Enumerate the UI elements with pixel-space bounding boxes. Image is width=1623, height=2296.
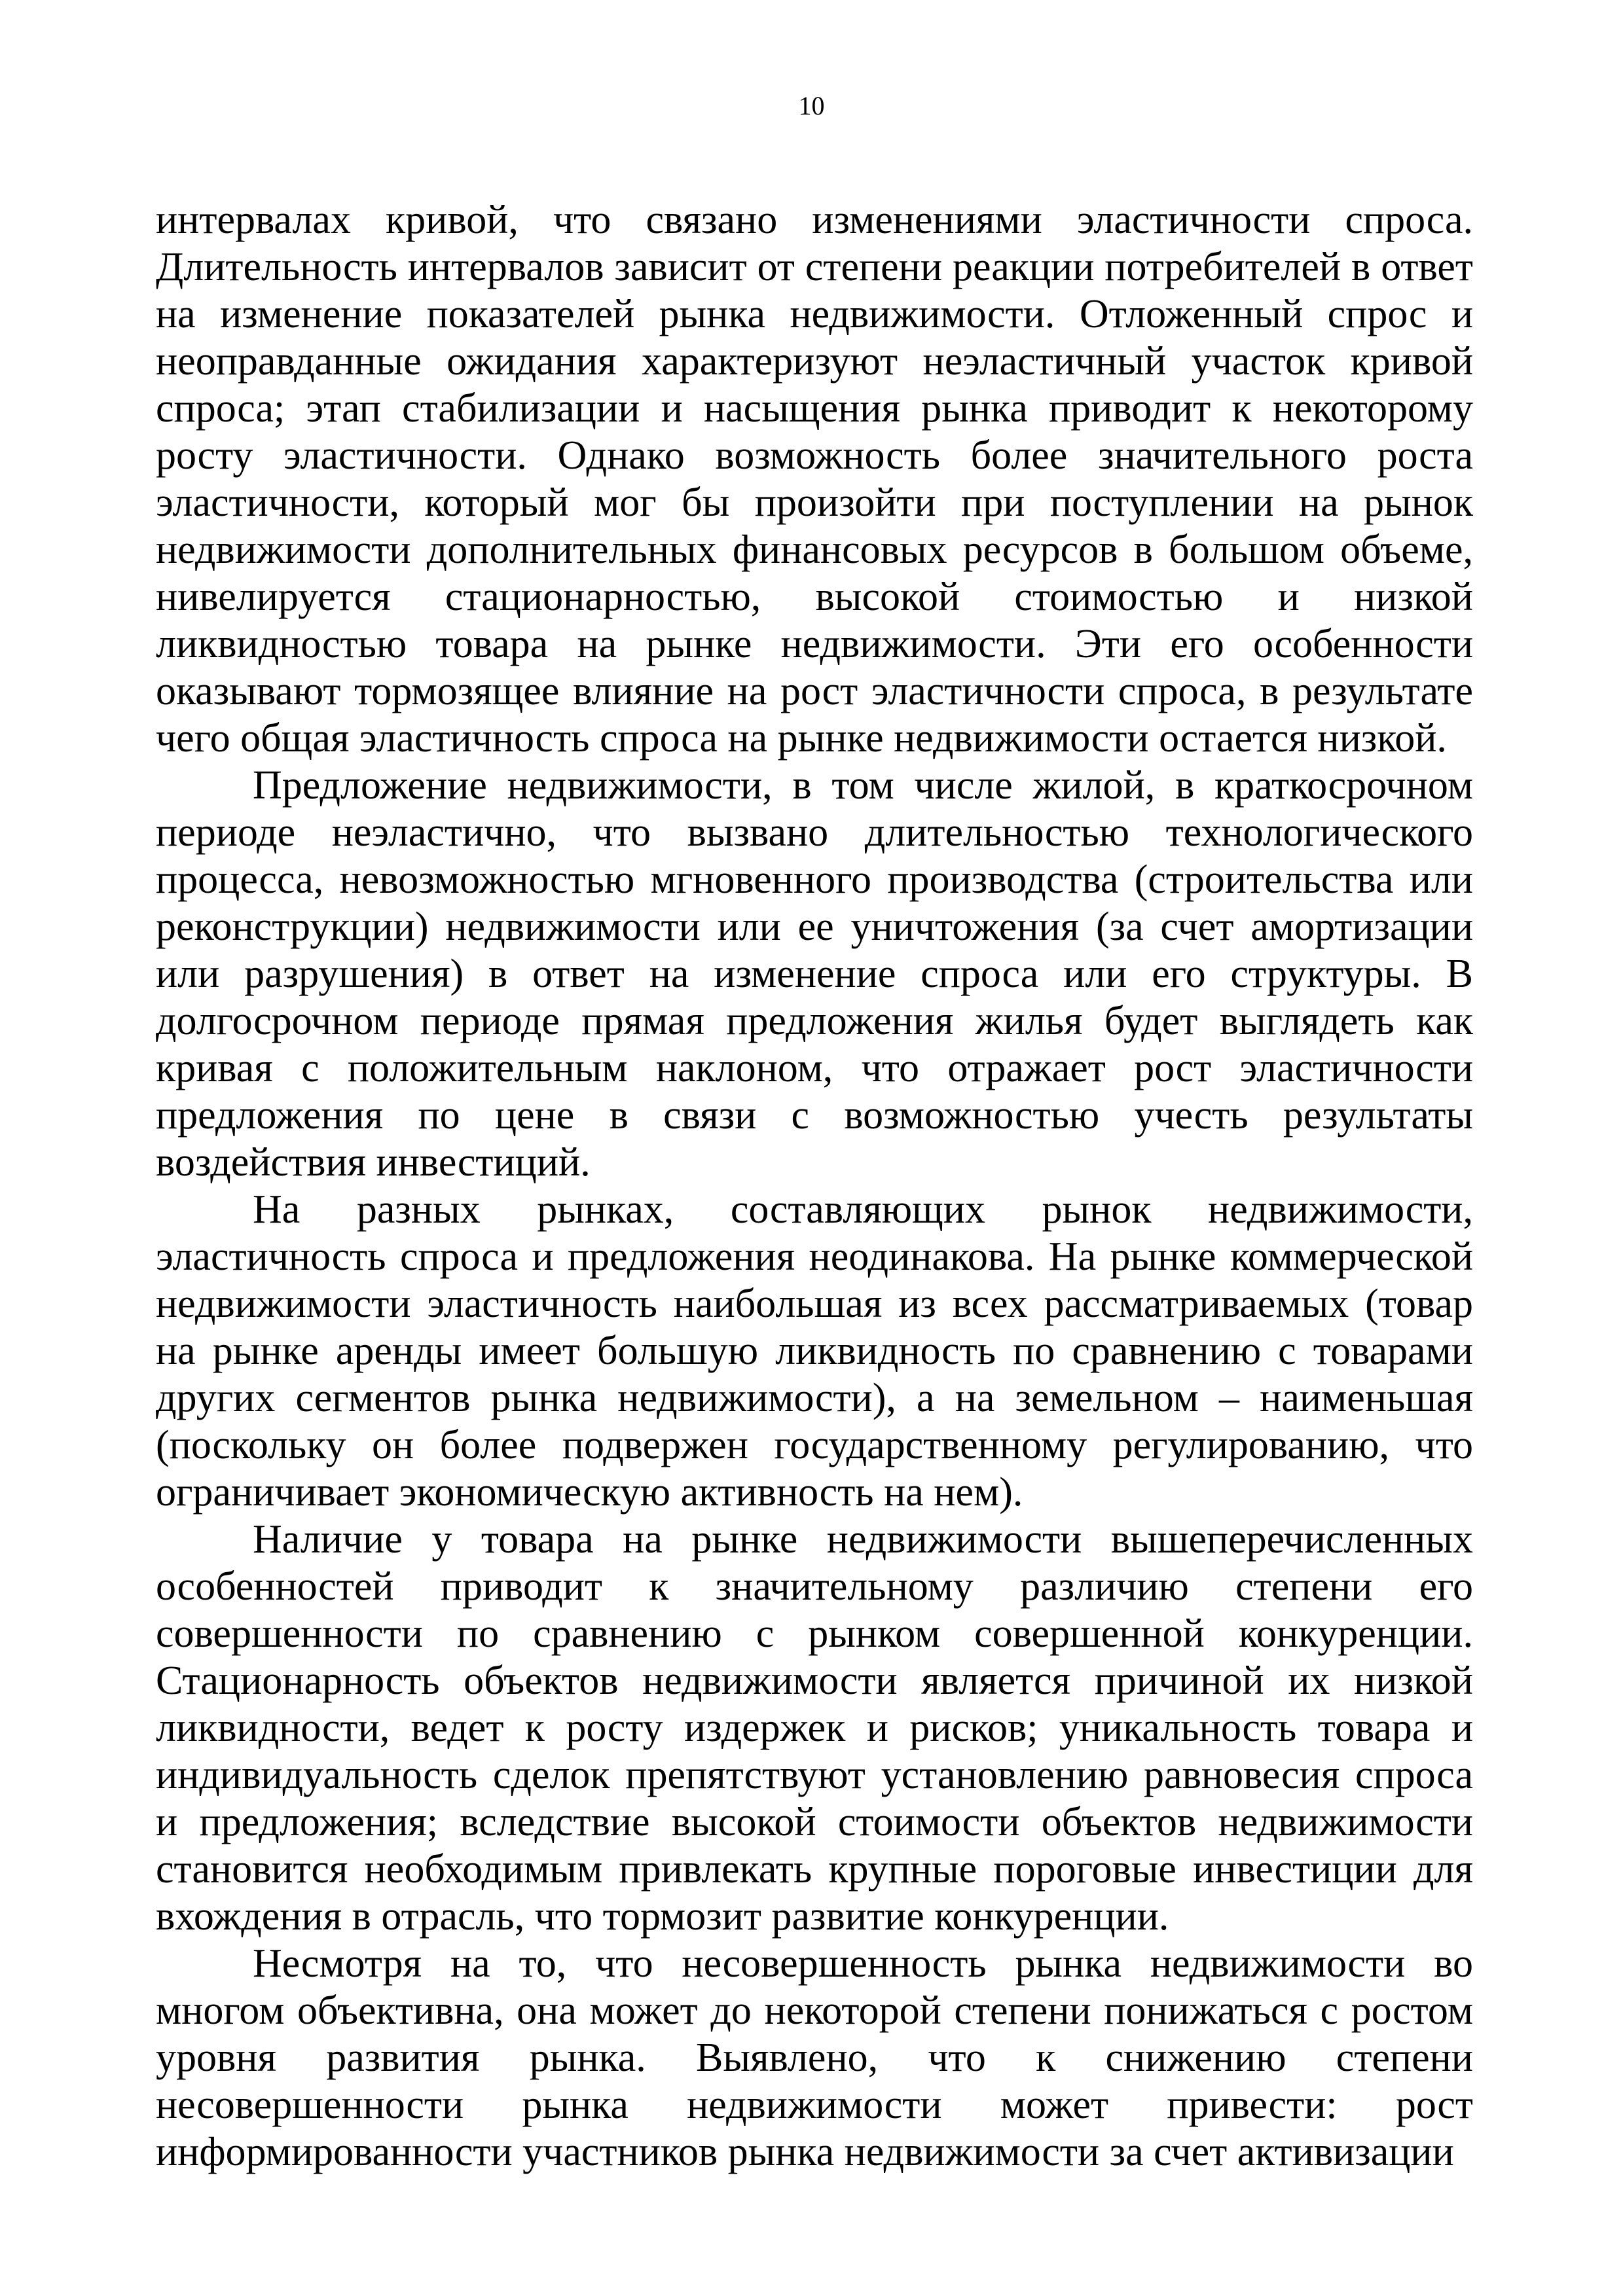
paragraph-imperfection-reduction: Несмотря на то, что несовершенность рынка недвижимости во многом объективна, она может до некоторой степени понижаться с ростом уровня развития рынка. Выявлено, что к снижению степени несовершенности рынка недвижимости может привести: рост информированности участников рынка недвижимости за счет активизации bbox=[156, 1941, 1473, 2174]
paragraph-supply-elasticity: Предложение недвижимости, в том числе жилой, в краткосрочном периоде неэластично, что вызвано длительностью технологического процесса, невозможностью мгновенного производства (строительства или реконструкции) недвижимости или ее уничтожения (за счет амортизации или разрушения) в ответ на изменение спроса или его структуры. В долгосрочном периоде прямая предложения жилья будет выглядеть как кривая с положительным наклоном, что отражает рост эластичности предложения по цене в связи с возможностью учесть результаты воздействия инвестиций. bbox=[156, 763, 1473, 1185]
page-number: 10 bbox=[798, 91, 825, 120]
paragraph-market-imperfection: Наличие у товара на рынке недвижимости вышеперечисленных особенностей приводит к значительному различию степени его совершенности по сравнению с рынком совершенной конкуренции. Стационарность объектов недвижимости является причиной их низкой ликвидности, ведет к росту издержек и рисков; уникальность товара и индивидуальность сделок препятствуют установлению равновесия спроса и предложения; вследствие высокой стоимости объектов недвижимости становится необходимым привлекать крупные пороговые инвестиции для вхождения в отрасль, что тормозит развитие конкуренции. bbox=[156, 1517, 1473, 1939]
text-body bbox=[156, 196, 1473, 2176]
paragraph-market-segments: На разных рынках, составляющих рынок недвижимости, эластичность спроса и предложения неодинакова. На рынке коммерческой недвижимости эластичность наибольшая из всех рассматриваемых (товар на рынке аренды имеет большую ликвидность по сравнению с товарами других сегментов рынка недвижимости), а на земельном – наименьшая (поскольку он более подвержен государственному регулированию, что ограничивает экономическую активность на нем). bbox=[156, 1187, 1473, 1515]
paragraph-continuation: интервалах кривой, что связано изменениями эластичности спроса. Длительность интервалов зависит от степени реакции потребителей в ответ на изменение показателей рынка недвижимости. Отложенный спрос и неоправданные ожидания характеризуют неэластичный участок кривой спроса; этап стабилизации и насыщения рынка приводит к некоторому росту эластичности. Однако возможность более значительного роста эластичности, который мог бы произойти при поступлении на рынок недвижимости дополнительных финансовых ресурсов в большом объеме, нивелируется стационарностью, высокой стоимостью и низкой ликвидностью товара на рынке недвижимости. Эти его особенности оказывают тормозящее влияние на рост эластичности спроса, в результате чего общая эластичность спроса на рынке недвижимости остается низкой. bbox=[156, 198, 1473, 761]
